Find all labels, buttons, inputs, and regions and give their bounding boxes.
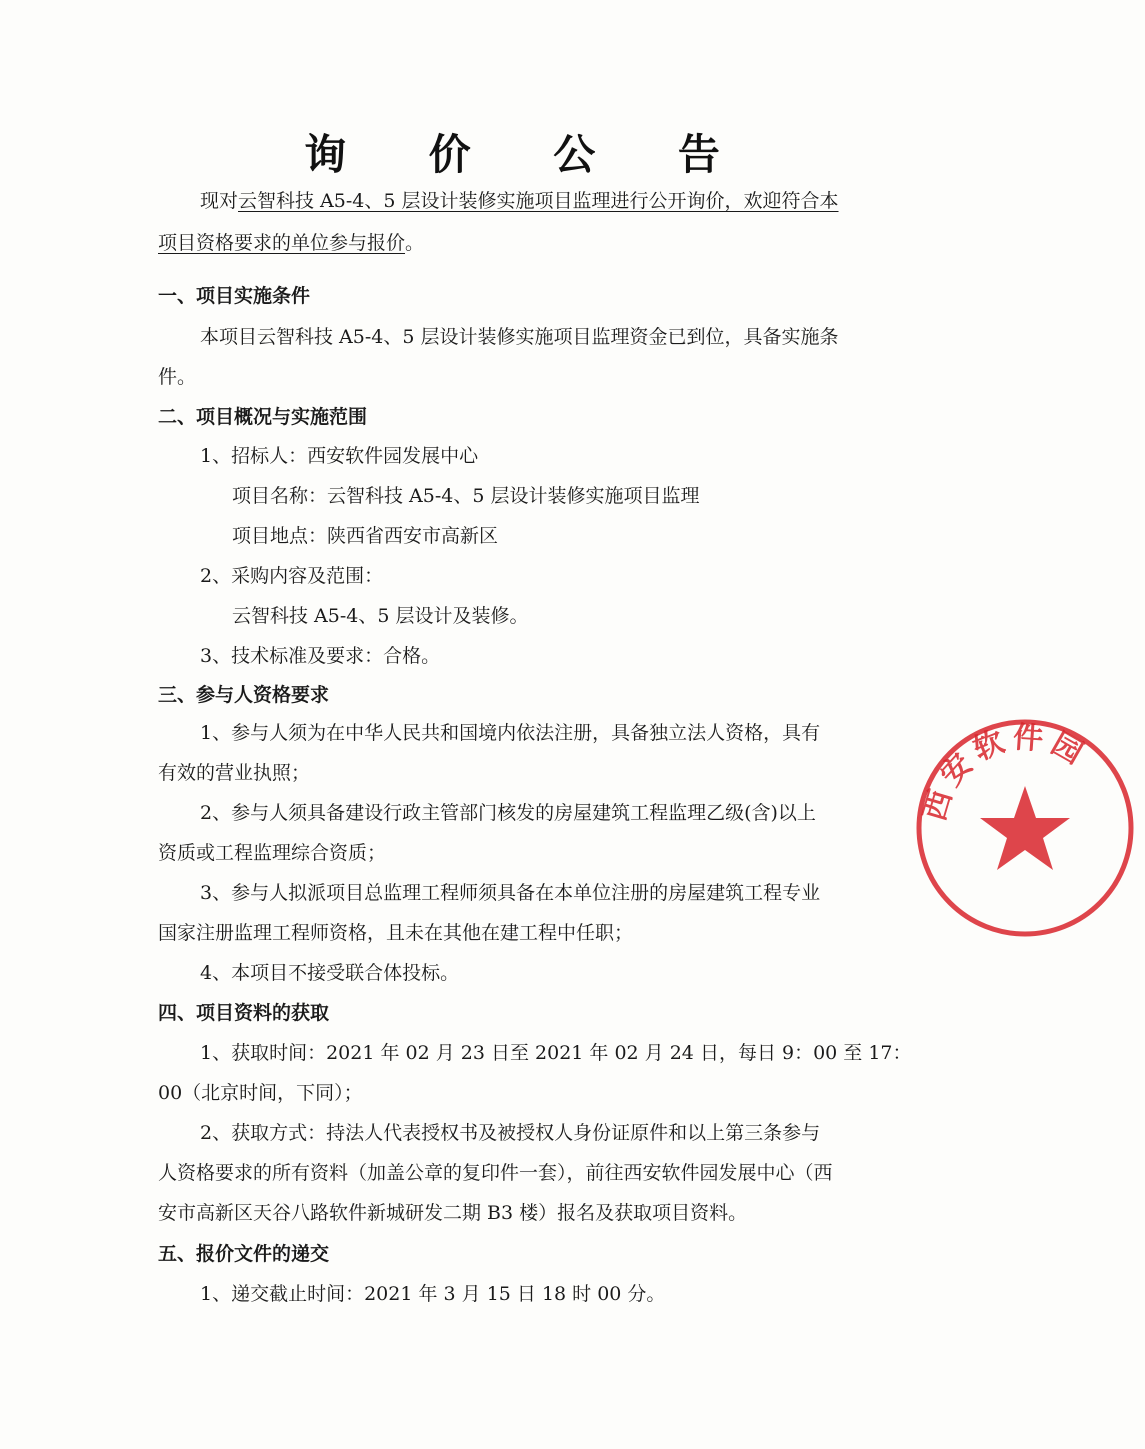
stamp-text: 西安软件园 <box>917 720 1094 825</box>
section2-item-2: 2、采购内容及范围： <box>200 565 384 587</box>
official-seal-stamp <box>905 708 1145 948</box>
section2-item-1: 1、招标人：西安软件园发展中心 <box>200 445 479 467</box>
section-heading-1: 一、项目实施条件 <box>158 285 311 307</box>
section4-item-2-line-1: 2、获取方式：持法人代表授权书及被授权人身份证原件和以上第三条参与 <box>200 1122 821 1144</box>
section3-item-2-line-1: 2、参与人须具备建设行政主管部门核发的房屋建筑工程监理乙级(含)以上 <box>200 802 816 824</box>
section1-line-2: 件。 <box>158 366 197 388</box>
section-heading-4: 四、项目资料的获取 <box>158 1002 330 1024</box>
section4-item-2-line-3: 安市高新区天谷八路软件新城研发二期 B3 楼）报名及获取项目资料。 <box>158 1202 748 1224</box>
intro-line-2 <box>158 230 424 256</box>
section3-item-2-line-2: 资质或工程监理综合资质； <box>158 842 387 864</box>
stamp-star-icon <box>980 786 1070 870</box>
intro-suffix: 。 <box>405 232 425 254</box>
section3-item-4: 4、本项目不接受联合体投标。 <box>200 962 460 984</box>
intro-project-underlined: 云智科技 A5-4、5 层设计装修实施项目监理进行公开询价，欢迎符合本 <box>238 190 839 212</box>
intro-qualification-underlined: 项目资格要求的单位参与报价 <box>158 232 406 254</box>
section-heading-5: 五、报价文件的递交 <box>158 1243 330 1265</box>
section1-line-1: 本项目云智科技 A5-4、5 层设计装修实施项目监理资金已到位，具备实施条 <box>200 326 839 348</box>
section2-project-location: 项目地点：陕西省西安市高新区 <box>232 525 499 547</box>
section3-item-1-line-1: 1、参与人须为在中华人民共和国境内依法注册，具备独立法人资格，具有 <box>200 722 821 744</box>
section-heading-2: 二、项目概况与实施范围 <box>158 406 368 428</box>
section4-item-2-line-2: 人资格要求的所有资料（加盖公章的复印件一套），前往西安软件园发展中心（西 <box>158 1162 833 1184</box>
section4-item-1-line-2: 00（北京时间，下同）； <box>158 1082 363 1104</box>
section2-item-3: 3、技术标准及要求：合格。 <box>200 645 441 667</box>
section3-item-3-line-2: 国家注册监理工程师资格，且未在其他在建工程中任职； <box>158 922 634 944</box>
section3-item-1-line-2: 有效的营业执照； <box>158 762 311 784</box>
page-title: 询 价 公 告 <box>304 130 754 179</box>
intro-prefix: 现对 <box>200 190 239 212</box>
section5-item-1: 1、递交截止时间：2021 年 3 月 15 日 18 时 00 分。 <box>200 1283 666 1305</box>
section2-item-2-detail: 云智科技 A5-4、5 层设计及装修。 <box>232 605 529 627</box>
section4-item-1-line-1: 1、获取时间：2021 年 02 月 23 日至 2021 年 02 月 24 日，每日 9：00 至 17： <box>200 1042 912 1064</box>
section3-item-3-line-1: 3、参与人拟派项目总监理工程师须具备在本单位注册的房屋建筑工程专业 <box>200 882 821 904</box>
section-heading-3: 三、参与人资格要求 <box>158 684 330 706</box>
section2-project-name: 项目名称：云智科技 A5-4、5 层设计装修实施项目监理 <box>232 485 700 507</box>
intro-line-1 <box>200 188 839 214</box>
